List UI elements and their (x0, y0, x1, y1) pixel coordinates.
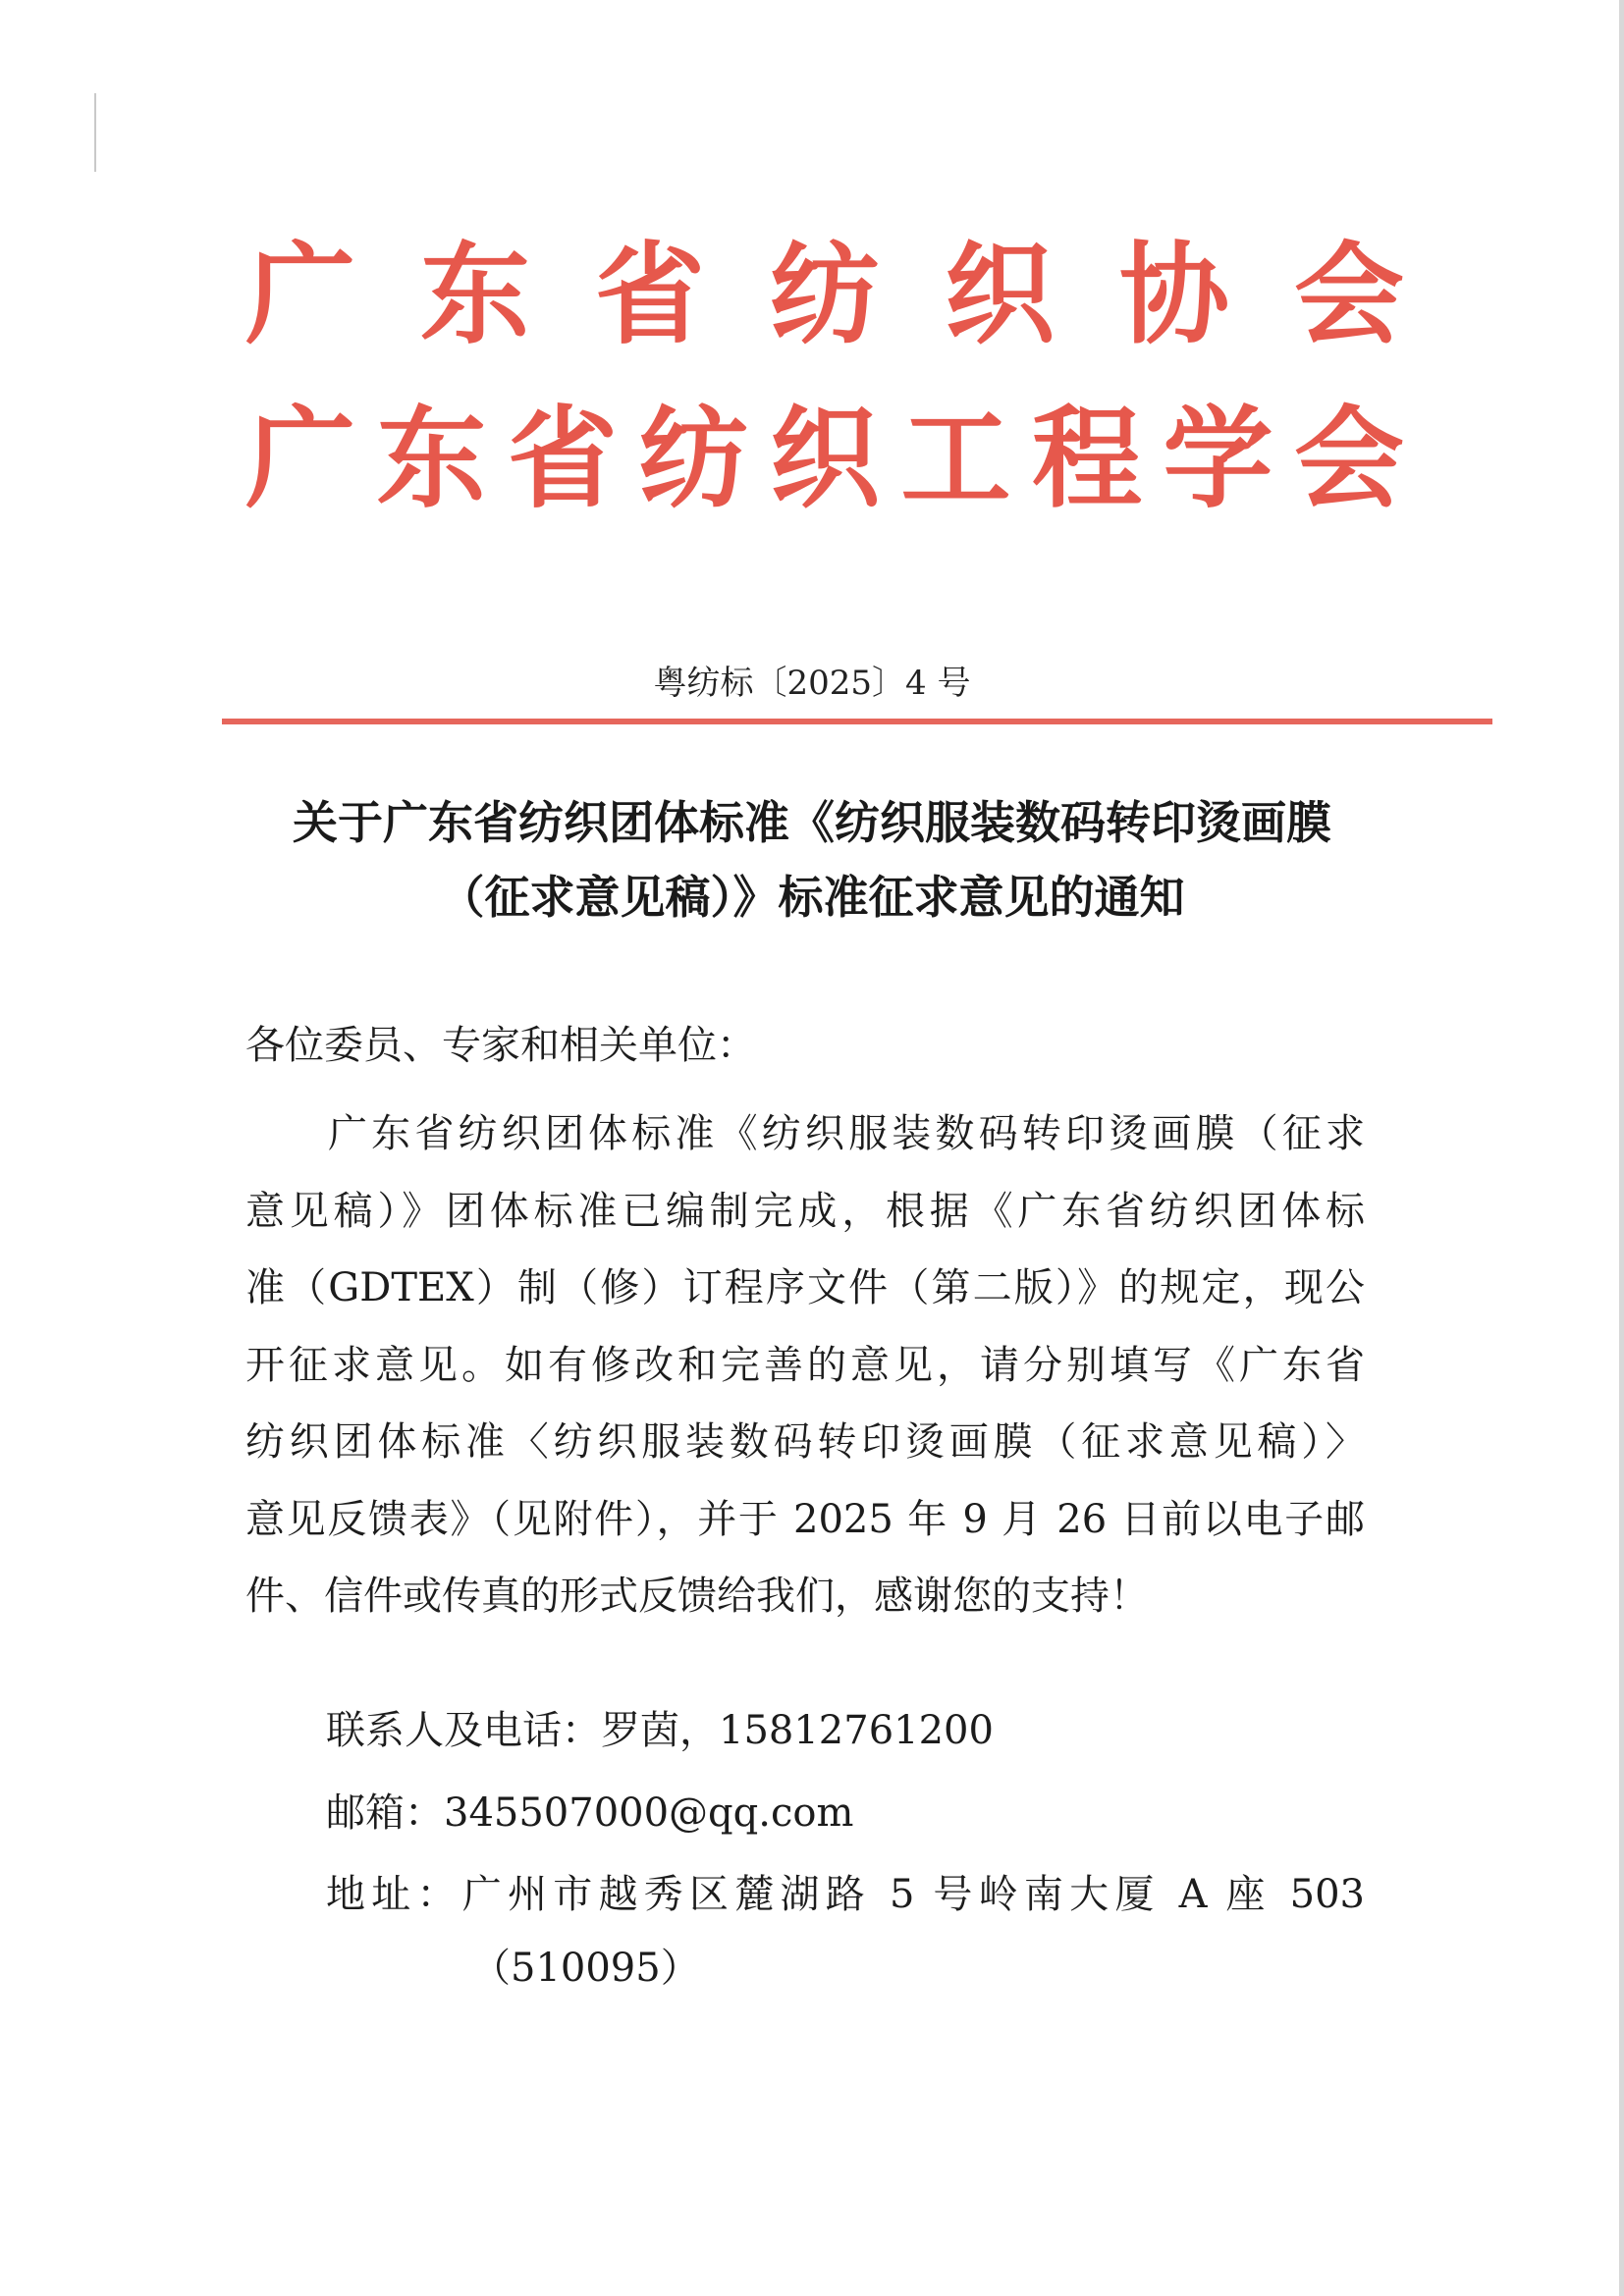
org-char: 省 (595, 232, 705, 359)
org-char: 织 (945, 232, 1055, 359)
contact-email: 邮箱：345507000@qq.com (326, 1790, 854, 1836)
contact-address: 地址：广州市越秀区麓湖路 5 号岭南大厦 A 座 503 (326, 1872, 1365, 1917)
org-char: 东 (420, 232, 530, 359)
org-char: 纺 (770, 232, 880, 359)
org-char: 织 (770, 396, 880, 523)
header-divider (222, 719, 1492, 724)
salutation: 各位委员、专家和相关单位： (245, 1023, 756, 1068)
document-title (0, 785, 1624, 934)
paragraph-line: 意见稿）》团体标准已编制完成，根据《广东省纺织团体标 (245, 1188, 1365, 1234)
paragraph-line: 意见反馈表》（见附件），并于 2025 年 9 月 26 日前以电子邮 (245, 1496, 1365, 1542)
org-char: 会 (1294, 396, 1404, 523)
org-char: 广 (245, 396, 355, 523)
contact-person: 联系人及电话：罗茵，15812761200 (326, 1708, 994, 1753)
body-paragraph (245, 1095, 1365, 1635)
paragraph-line: 准（GDTEX）制（修）订程序文件（第二版）》的规定，现公 (245, 1265, 1365, 1310)
org-char: 省 (508, 396, 618, 523)
title-line: 关于广东省纺织团体标准《纺织服装数码转印烫画膜 (293, 796, 1331, 849)
contact-postcode: （510095） (471, 1946, 700, 1991)
title-line: （征求意见稿）》标准征求意见的通知 (439, 871, 1185, 924)
org-char: 会 (1294, 232, 1404, 359)
paragraph-line: 纺织团体标准〈纺织服装数码转印烫画膜（征求意见稿）〉 (245, 1419, 1365, 1465)
org-name-engineering-society (245, 396, 1404, 523)
org-char: 广 (245, 232, 355, 359)
org-char: 学 (1163, 396, 1273, 523)
scan-mark (94, 93, 96, 172)
org-char: 程 (1032, 396, 1142, 523)
paragraph-line: 广东省纺织团体标准《纺织服装数码转印烫画膜（征求 (328, 1111, 1365, 1156)
org-char: 纺 (638, 396, 749, 523)
paragraph-line: 开征求意见。如有修改和完善的意见，请分别填写《广东省 (245, 1342, 1365, 1388)
paragraph-line: 件、信件或传真的形式反馈给我们，感谢您的支持！ (245, 1574, 1149, 1619)
org-char: 协 (1119, 232, 1229, 359)
org-name-textile-association (245, 232, 1404, 359)
scan-edge (1619, 0, 1624, 2296)
org-char: 工 (900, 396, 1011, 523)
document-number: 粤纺标〔2025〕4 号 (653, 664, 971, 703)
org-char: 东 (376, 396, 487, 523)
